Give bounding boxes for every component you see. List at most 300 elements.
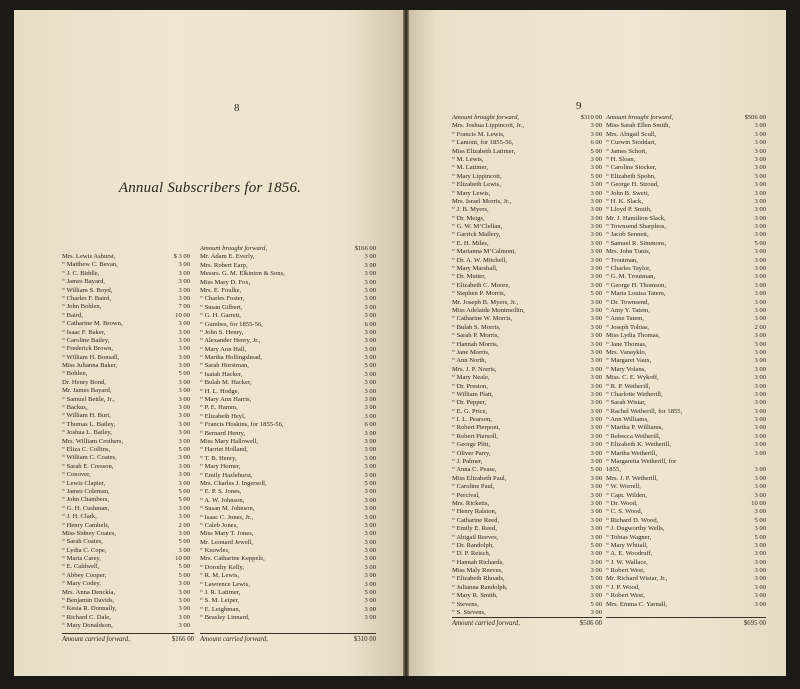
subscriber-name: “ John S. Henry, [200, 328, 244, 336]
subscription-amount: 3 00 [178, 580, 190, 588]
subscriber-row [62, 354, 190, 362]
subscription-amount: 3 00 [754, 508, 766, 516]
subscriber-name: Mrs. E. Foulke, [200, 286, 242, 294]
subscriber-row [452, 391, 602, 399]
total-rule [606, 617, 766, 618]
subscriber-row [452, 542, 602, 550]
subscriber-row [452, 299, 602, 307]
subscription-amount: 3 00 [590, 567, 602, 575]
subscriber-row [200, 396, 376, 404]
subscriber-row [452, 458, 602, 466]
subscription-amount: 3 00 [590, 223, 602, 231]
subscriber-name: “ Lydia C. Cope, [62, 546, 107, 554]
header-label: Amount brought forward, [200, 245, 268, 252]
subscription-amount: 3 00 [364, 295, 376, 303]
subscription-amount: 3 00 [178, 362, 190, 370]
subscriber-name: “ E. P. S. Jones, [200, 488, 242, 496]
subscription-amount: 3 00 [590, 583, 602, 591]
subscriber-name: “ Mary Neale, [452, 374, 490, 382]
subscriber-row [200, 472, 376, 480]
subscriber-name: “ Julianna Randolph, [452, 583, 508, 591]
subscriber-name: “ S. M. Leiper, [200, 597, 240, 605]
subscription-amount: 3 00 [364, 312, 376, 320]
subscription-amount: 3 00 [364, 370, 376, 378]
subscriber-row [606, 349, 766, 357]
subscriber-row [452, 492, 602, 500]
subscription-amount: 3 00 [590, 516, 602, 524]
subscriber-row [62, 563, 190, 571]
subscriber-row [452, 475, 602, 483]
subscription-amount: 3 00 [178, 613, 190, 621]
subscriber-name: “ Mary R. Smith, [452, 592, 498, 600]
subscriber-name: “ John B. Swett, [606, 189, 650, 197]
subscriber-name: “ Dorothy Kelly, [200, 563, 245, 571]
subscriber-name: “ Gumbes, for 1855-56, [200, 320, 263, 328]
subscription-amount: 5 00 [590, 466, 602, 474]
subscriber-name: Miss Mary D. Fox, [200, 278, 251, 286]
subscriber-row [452, 273, 602, 281]
subscription-amount: 3 00 [754, 290, 766, 298]
subscription-amount: 3 00 [754, 147, 766, 155]
subscription-amount: 3 00 [590, 416, 602, 424]
subscriber-name: “ George H. Thomson, [606, 281, 667, 289]
subscriber-row [606, 567, 766, 575]
subscription-amount: 3 00 [178, 387, 190, 395]
subscriber-name: “ Rachel Wetherill, for 1855, [606, 407, 683, 415]
subscriber-name: “ Robert West, [606, 592, 645, 600]
subscriber-row [606, 223, 766, 231]
subscriber-name: “ Conover, [62, 471, 91, 479]
subscriber-name: “ G. M. Troutman, [606, 273, 656, 281]
subscriber-row [62, 270, 190, 278]
subscriber-name: “ Charles F. Baird, [62, 294, 112, 302]
subscriber-name: “ Joshua L. Bailey, [62, 429, 112, 437]
subscriber-row [606, 181, 766, 189]
subscriber-name: “ William S. Boyd, [62, 286, 113, 294]
subscriber-row [606, 164, 766, 172]
subscriber-name: “ Maria Louisa Tatem, [606, 290, 666, 298]
subscriber-row [452, 156, 602, 164]
subscriber-name: “ G. H. Cushman, [62, 504, 110, 512]
subscription-amount: 3 00 [590, 382, 602, 390]
subscription-amount: 3 00 [590, 214, 602, 222]
subscriber-row [452, 433, 602, 441]
subscriber-name: “ Emily E. Reed, [452, 525, 497, 533]
subscriber-name: “ Matthew C. Bevan, [62, 261, 118, 269]
subscriber-row [452, 223, 602, 231]
subscription-amount: 3 00 [754, 357, 766, 365]
subscription-amount: 3 00 [364, 505, 376, 513]
subscription-amount: 3 00 [178, 261, 190, 269]
subscriber-row [606, 315, 766, 323]
subscriber-name: “ Mary Ann Hall, [200, 345, 247, 353]
subscriber-row [200, 564, 376, 572]
subscriber-name: Mrs. Ricketts, [452, 499, 490, 507]
subscriber-name: “ Anne Tatem, [606, 315, 645, 323]
subscriber-name: “ Isaac F. Baker, [62, 328, 106, 336]
subscriber-name: “ Benjamin Davids, [62, 597, 115, 605]
subscriber-row [606, 332, 766, 340]
subscriber-name: “ John Bohlen, [62, 303, 102, 311]
subscription-amount: 3 00 [178, 328, 190, 336]
subscription-amount: 3 00 [754, 332, 766, 340]
subscription-amount: 5 00 [754, 516, 766, 524]
subscriber-name: “ Bulah S. Morris, [452, 323, 501, 331]
subscriber-row [200, 488, 376, 496]
subscription-amount: 3 00 [178, 286, 190, 294]
subscriber-name: “ Knowles, [200, 547, 230, 555]
subscription-amount: 3 00 [590, 256, 602, 264]
subscription-amount: 3 00 [754, 416, 766, 424]
subscription-amount: 2 00 [178, 521, 190, 529]
header-amount: $166 00 [354, 245, 376, 252]
subscriber-row [62, 261, 190, 269]
subscriber-name: “ Mary Codey, [62, 580, 101, 588]
subscriber-name: “ H. K. Slack, [606, 197, 643, 205]
subscriber-name: “ Charlotte Wetherill, [606, 390, 663, 398]
subscription-amount: 3 00 [590, 533, 602, 541]
subscription-amount: 3 00 [754, 575, 766, 583]
subscriber-row [62, 287, 190, 295]
subscription-amount: 3 00 [590, 449, 602, 457]
subscriber-row [200, 572, 376, 580]
subscription-amount: 5 00 [178, 496, 190, 504]
subscription-amount: 3 00 [178, 278, 190, 286]
subscription-amount: 3 00 [364, 513, 376, 521]
subscriber-row [200, 287, 376, 295]
subscription-amount: 3 00 [364, 597, 376, 605]
subscriber-row [62, 513, 190, 521]
subscription-amount: 3 00 [364, 530, 376, 538]
subscriber-name: “ G. W. M’Clellan, [452, 223, 503, 231]
subscriber-name: Mrs. Lewis Ashurst, [62, 253, 116, 260]
subscription-amount: 3 00 [754, 550, 766, 558]
carried-forward-total [200, 636, 376, 643]
subscription-amount: 3 00 [364, 437, 376, 445]
subscriber-name: “ Robert Piersoll, [452, 432, 498, 440]
subscription-amount: 3 00 [754, 466, 766, 474]
subscriber-name: “ Francis Hoskins, for 1855-56, [200, 421, 284, 429]
subscriber-row [62, 396, 190, 404]
subscription-amount: 3 00 [754, 432, 766, 440]
subscriber-row [452, 349, 602, 357]
subscriber-row [606, 215, 766, 223]
subscriber-row [200, 463, 376, 471]
total-rule [62, 633, 194, 634]
subscriber-name: “ John Chambers, [62, 496, 110, 504]
subscriber-row [606, 156, 766, 164]
subscriber-name: “ E. H. Miles, [452, 239, 489, 247]
subscriber-row [62, 312, 190, 320]
subscriber-row [452, 198, 602, 206]
subscription-amount: 3 00 [178, 412, 190, 420]
subscription-amount: 3 00 [590, 315, 602, 323]
subscriber-name: “ E. Leighman, [200, 605, 241, 613]
subscriber-name: “ Lewis Clapier, [62, 479, 106, 487]
subscriber-row [62, 320, 190, 328]
subscription-amount: 3 00 [364, 396, 376, 404]
subscription-amount: 3 00 [590, 491, 602, 499]
subscription-amount: 5 00 [178, 563, 190, 571]
subscriber-name: “ William H. Burt, [62, 412, 111, 420]
subscriber-row [62, 421, 190, 429]
subscriber-row [62, 446, 190, 454]
subscription-amount: 3 00 [364, 261, 376, 269]
subscriber-row [606, 374, 766, 382]
subscriber-row [606, 399, 766, 407]
subscriber-name: Miss Sarah Ellen Smith, [606, 122, 671, 130]
subscription-amount: 5 00 [590, 541, 602, 549]
subscriber-name: “ E. G. Price, [452, 407, 488, 415]
subscription-amount: 3 00 [754, 424, 766, 432]
subscriber-row [606, 542, 766, 550]
subscription-amount: 3 00 [754, 122, 766, 130]
subscription-amount: 3 00 [754, 172, 766, 180]
page-number: 9 [576, 100, 582, 112]
subscription-amount: 3 00 [178, 479, 190, 487]
subscriber-row [606, 391, 766, 399]
subscriber-row [200, 404, 376, 412]
subscriber-name: “ Isaac C. Jones, Jr., [200, 513, 254, 521]
subscription-amount: 3 00 [754, 197, 766, 205]
subscriber-name: “ Lamont, for 1855-56, [452, 139, 514, 147]
subscriber-name: “ Margaretta Wetherill, for [606, 458, 677, 466]
subscriber-row [452, 500, 602, 508]
subscription-amount: 3 00 [364, 387, 376, 395]
subscription-amount: 3 00 [590, 181, 602, 189]
subscriber-row [452, 357, 602, 365]
subscriber-row [606, 492, 766, 500]
subscriber-name: “ E. Caldwell, [62, 563, 100, 571]
subscriber-row [62, 471, 190, 479]
subscription-amount: 3 00 [754, 281, 766, 289]
subscriber-name: “ Sarah Horstman, [200, 362, 249, 370]
subscription-amount: 3 00 [754, 600, 766, 608]
subscription-amount: 3 00 [178, 353, 190, 361]
subscriber-row [62, 555, 190, 563]
subscription-amount: 3 00 [178, 513, 190, 521]
subscriber-name: “ A. E. Woodruff, [606, 550, 653, 558]
subscriber-row [452, 315, 602, 323]
subscriber-name: “ Mary Lippincott, [452, 172, 502, 180]
subscriber-row [200, 329, 376, 337]
subscriber-name: “ Elizabeth Heyl, [200, 412, 246, 420]
subscriber-row [452, 307, 602, 315]
subscriber-row [606, 273, 766, 281]
subscription-amount: 3 00 [364, 463, 376, 471]
subscription-amount: 3 00 [590, 206, 602, 214]
subscriber-name: “ W. Worrell, [606, 483, 641, 491]
subscriber-name: Mrs. William Crothers, [62, 437, 124, 445]
subscriber-row [200, 337, 376, 345]
subscriber-row [62, 580, 190, 588]
subscription-amount: 10 00 [175, 311, 190, 319]
subscriber-name: “ Frederick Brown, [62, 345, 114, 353]
subscriber-name: “ H. L. Hodge, [200, 387, 240, 395]
subscriber-name: “ M. Lewis, [452, 155, 484, 163]
subscriber-row [606, 408, 766, 416]
subscription-amount: 3 00 [364, 605, 376, 613]
subscriber-row [200, 379, 376, 387]
subscriber-name: “ Marianna M’Calmont, [452, 248, 516, 256]
subscriber-row [452, 265, 602, 273]
subscription-amount: 5 00 [178, 538, 190, 546]
subscription-amount: 3 00 [364, 412, 376, 420]
subscriber-name: “ Henry Cambels, [62, 521, 110, 529]
subscriber-name: “ Caroline Paul, [452, 483, 495, 491]
subscriber-row [200, 438, 376, 446]
subscription-amount: 3 00 [178, 462, 190, 470]
subscriber-name: “ Caroline Stocker, [606, 164, 657, 172]
subscriber-row [200, 430, 376, 438]
subscriber-name: “ Martha Wetherill, [606, 449, 658, 457]
subscriber-row [606, 433, 766, 441]
subscriber-name: “ Mary Marshall, [452, 265, 498, 273]
subscriber-name: “ Percival, [452, 491, 480, 499]
subscription-amount: 3 00 [364, 286, 376, 294]
subscriber-row [452, 240, 602, 248]
subscriber-name: “ Troutman, [606, 256, 638, 264]
subscriber-name: “ Bulah M. Hacker, [200, 379, 252, 387]
subscriber-row [62, 547, 190, 555]
subscriber-name: “ Dr. Meigs, [452, 214, 485, 222]
subscription-amount: 3 00 [590, 189, 602, 197]
subscription-amount: 3 00 [590, 508, 602, 516]
subscription-amount: 3 00 [364, 345, 376, 353]
subscriber-row [452, 399, 602, 407]
subscriber-name: “ Martha P. Williams, [606, 424, 663, 432]
subscriber-name: Mrs. Robert Earp, [200, 261, 248, 269]
subscriber-name: “ Catharine W. Morris, [452, 315, 513, 323]
subscriber-row [62, 295, 190, 303]
subscriber-row [452, 508, 602, 516]
subscriber-name: “ Mary Lewis, [452, 189, 491, 197]
subscriber-name: Mr. J. Hamilton Slack, [606, 214, 666, 222]
subscriber-name: “ Oliver Parry, [452, 449, 491, 457]
subscriber-row [452, 206, 602, 214]
subscriber-name: “ Robert West, [606, 567, 645, 575]
subscriber-row [606, 131, 766, 139]
subscriber-row [200, 555, 376, 563]
subscriber-row [452, 257, 602, 265]
brought-forward-header [200, 245, 376, 253]
subscription-amount: $ 3 00 [173, 253, 190, 260]
subscription-amount: 3 00 [590, 474, 602, 482]
subscriber-name: “ Dr. Mutter, [452, 273, 486, 281]
subscriber-row [606, 592, 766, 600]
subscriber-row [606, 122, 766, 130]
subscription-amount: 5 00 [178, 370, 190, 378]
subscriber-row [62, 329, 190, 337]
subscriber-name: “ P. E. Hamm, [200, 404, 238, 412]
subscriber-row [606, 307, 766, 315]
subscription-amount: 3 00 [364, 354, 376, 362]
subscriber-row [606, 450, 766, 458]
subscription-amount: 3 00 [590, 298, 602, 306]
subscription-amount: 3 00 [178, 404, 190, 412]
subscriber-row [452, 148, 602, 156]
subscription-amount: 3 00 [754, 265, 766, 273]
subscriber-row [62, 370, 190, 378]
subscriber-name: “ Mary Donaldson, [62, 622, 113, 630]
subscription-amount: 3 00 [754, 306, 766, 314]
subscriber-name: “ Tobias Wagner, [606, 533, 652, 541]
subscriber-name: “ Baird, [62, 311, 83, 319]
subscription-amount: 5 00 [364, 362, 376, 370]
subscriber-row [606, 466, 766, 474]
subscriber-name: “ Kesia R. Donnally, [62, 605, 117, 613]
subscriber-name: Mrs. Anna Denckla, [62, 588, 116, 596]
subscriber-name: “ Sarah P. Morris, [452, 332, 500, 340]
subscriber-row [200, 589, 376, 597]
subscriber-name: “ Dr. Pepper, [452, 399, 487, 407]
subscription-amount: 3 00 [178, 294, 190, 302]
subscriber-column [200, 245, 376, 623]
subscription-amount: 3 00 [178, 345, 190, 353]
subscription-amount: 3 00 [178, 622, 190, 630]
subscriber-name: “ Bernard Henry, [200, 429, 246, 437]
subscriber-name: “ Elizabeth Rhoads, [452, 575, 505, 583]
subscriber-row [62, 404, 190, 412]
subscriber-name: “ Susan M. Johnson, [200, 505, 255, 513]
subscriber-name: “ J. C. Biddle, [62, 269, 100, 277]
subscription-amount: 5 00 [590, 290, 602, 298]
subscriber-row [200, 321, 376, 329]
subscriber-name: Mr. Joseph B. Myers, Jr., [452, 298, 519, 306]
subscriber-row [606, 458, 766, 466]
subscriber-name: Mrs. Joshua Lippincott, Jr., [452, 122, 524, 130]
subscriber-name: “ D. P. Reisch, [452, 550, 491, 558]
subscriber-name: Mrs. Emma C. Yarnall, [606, 600, 667, 608]
subscription-amount: 3 00 [178, 437, 190, 445]
subscriber-row [200, 505, 376, 513]
subscription-amount: 3 00 [364, 521, 376, 529]
subscription-amount: 3 00 [590, 164, 602, 172]
subscriber-name: Mr. Leonard Jewell, [200, 538, 254, 546]
subscription-amount: 3 00 [754, 206, 766, 214]
subscriber-row [200, 346, 376, 354]
carried-forward-total [62, 636, 194, 643]
subscriber-row [62, 614, 190, 622]
subscriber-name: “ Dr. Townsend, [606, 298, 650, 306]
subscription-amount: 6 00 [364, 421, 376, 429]
subscription-amount: 3 00 [364, 614, 376, 622]
subscription-amount: 5 00 [590, 147, 602, 155]
subscriber-row [452, 131, 602, 139]
carried-forward-total [452, 620, 602, 627]
subscription-amount: 5 00 [178, 487, 190, 495]
subscriber-name: “ James Coleman, [62, 487, 110, 495]
subscription-amount: 3 00 [178, 378, 190, 386]
subscription-amount: 3 00 [178, 471, 190, 479]
subscriber-row [62, 538, 190, 546]
subscriber-name: “ Richard C. Dale, [62, 613, 111, 621]
subscriber-row [200, 539, 376, 547]
subscriber-row [452, 408, 602, 416]
subscriber-row [62, 605, 190, 613]
subscriber-row [452, 181, 602, 189]
subscriber-row [200, 455, 376, 463]
subscriber-name: “ Charles Foster, [200, 295, 245, 303]
subscriber-name: “ Dr. Wood, [606, 499, 638, 507]
subscriber-row [62, 572, 190, 580]
subscriber-row [200, 497, 376, 505]
subscriber-name: Miss Sidney Coates, [62, 529, 117, 537]
subscriber-name: “ Mary Ann Harris, [200, 396, 252, 404]
subscription-amount: 3 00 [178, 597, 190, 605]
subscription-amount: 3 00 [178, 588, 190, 596]
subscriber-name: “ Amy Y. Tatem, [606, 306, 650, 314]
